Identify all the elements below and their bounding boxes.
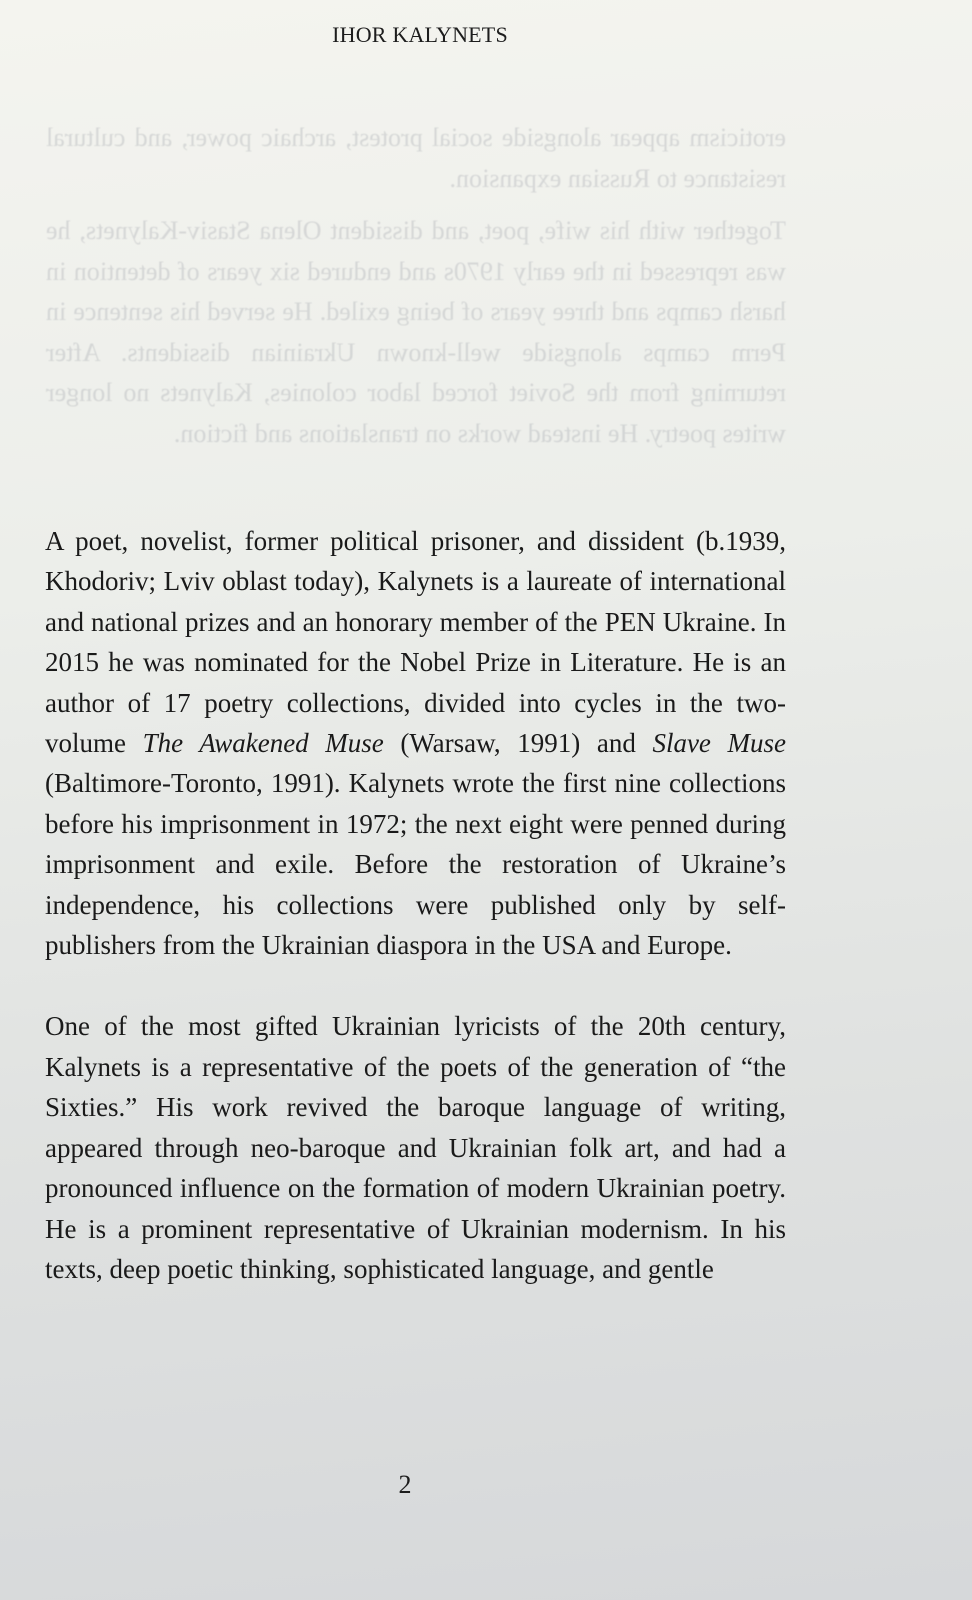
text-segment: (Baltimore-Toronto, 1991). Kalynets wrote the first nine collections before his imprisonment in 1972; the next eight were penned during imprisonment and exile. Before the restoration of Ukraine’s independence, his collections were published only by self-publishers from the Ukrainian diaspora in the USA and Europe. bbox=[45, 768, 786, 961]
bleed-through-paragraph: Together with his wife, poet, and dissident Olena Stasiv-Kalynets, he was repressed in the early 1970s and endured six years of detention in harsh camps and three years of being exiled. He served his sentence in Perm camps alongside well-known Ukrainian dissidents. After returning from the Soviet forced labor colonies, Kalynets no longer writes poetry. He instead works on translations and fiction. bbox=[46, 216, 786, 448]
bleed-through-text bbox=[46, 118, 786, 466]
bleed-through-paragraph: eroticism appear alongside social protest, archaic power, and cultural resistance to Russian expansion. bbox=[46, 123, 786, 193]
body-text bbox=[45, 521, 786, 1289]
book-title-awakened-muse: The Awakened Muse bbox=[142, 728, 384, 759]
paragraph-literary-significance bbox=[45, 1006, 786, 1289]
text-segment: (Warsaw, 1991) and bbox=[383, 728, 653, 759]
text-segment: One of the most gifted Ukrainian lyricists of the 20th century, Kalynets is a representative of the poets of the generation of “the Sixties.” His work revived the baroque language of writing, appeared through neo-baroque and Ukrainian folk art, and had a pronounced influence on the formation of modern Ukrainian poetry. He is a prominent representative of Ukrainian modernism. In his texts, deep poetic thinking, sophisticated language, and gentle bbox=[45, 1011, 786, 1284]
book-title-slave-muse: Slave Muse bbox=[652, 728, 786, 759]
paragraph-biography bbox=[45, 521, 786, 965]
text-segment: A poet, novelist, former political prisoner, and dissident (b.1939, Khodoriv; Lviv oblast today), Kalynets is a laureate of international and national prizes and an honorary member of the PEN Ukraine. In 2015 he was nominated for the Nobel Prize in Literature. He is an author of 17 poetry collections, divided into cycles in the two-volume bbox=[45, 526, 786, 759]
page-number: 2 bbox=[398, 1470, 412, 1499]
running-head: IHOR KALYNETS bbox=[332, 22, 508, 47]
